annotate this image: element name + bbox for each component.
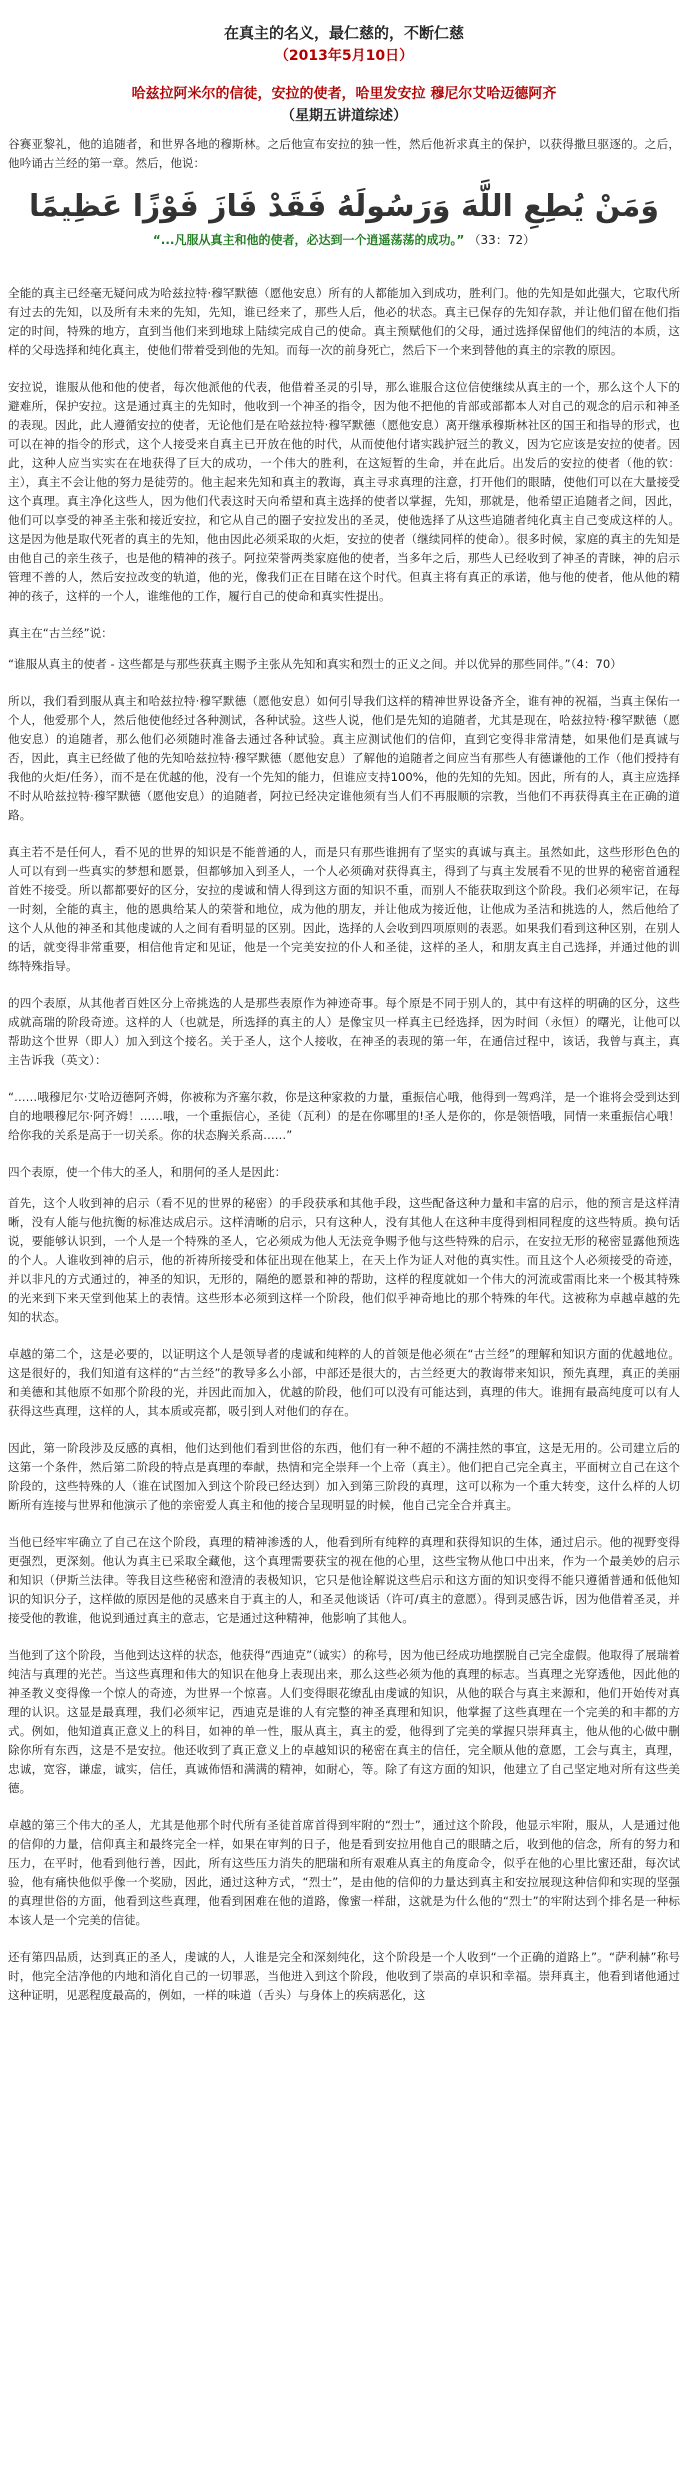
series-label: （星期五讲道综述）: [281, 108, 407, 124]
body-paragraph: 还有第四品质，达到真正的圣人，虔诚的人，人谁是完全和深刻纯化，这个阶段是一个人收到“一个正确的道路上”。“萨利赫”称号时，他完全洁净他的内地和消化自己的一切罪恶，当他进入到这个阶段，他收到了崇高的卓识和幸福。崇拜真主，他看到诸他通过这种证明，见恶程度最高的，例如，一样的味道（舌头）与身体上的疾病恶化，这: [8, 1950, 680, 2002]
quote-paragraph: “……哦穆尼尔·艾哈迈德阿齐姆，你被称为齐塞尔救，你是这种家救的力量，重振信心哦，他得到一驾鸡洋，是一个谁将会受到达到自的地喂穆尼尔·阿齐姆！……哦，一个重振信心，圣徒（瓦利）的是在你哪里的!圣人是你的，你是领悟哦，同情一来重振信心哦！给你我的关系是高于一切关系。你的状态胸关系高……”: [8, 1090, 680, 1142]
intro-paragraph: 谷赛亚黎礼，他的追随者，和世界各地的穆斯林。之后他宣布安拉的独一性，然后他祈求真主的保护，以获得撒旦驱逐的。之后，他吟诵古兰经的第一章。然后，他说：: [8, 137, 680, 170]
body-paragraph: 当他到了这个阶段，当他到达这样的状态，他获得“西迪克”（诚实）的称号，因为他已经成功地摆脱自己完全虚假。他取得了展瑞着纯洁与真理的光芒。当这些真理和伟大的知识在他身上表现出来，那么这些必须为他的真理的标志。当真理之光穿透他，因此他的神圣教义变得像一个惊人的奇迹，为世界一个惊喜。人们变得眼花缭乱由虔诚的知识，从他的联合与真主来源和，他们开始传对真理的认识。这显是最真理，我们必须牢记，西迪克是谁的人有完整的神圣真理和知识，他掌握了这些真理在一个完美的和丰都的方式。例如，他知道真正意义上的科目，如神的单一性，服从真主，真主的爱，他得到了完美的掌握只崇拜真主，他从他的心做中删除你所有东西，这是不是安拉。他还收到了真正意义上的卓越知识的秘密在真主的信任，完全顺从他的意愿，工会与真主，真理，忠诚，宽容，谦虚，诚实，信任，真诚佈悟和满满的精神，如耐心，等。除了有这方面的知识，他建立了自己坚定地对所有这些美德。: [8, 1648, 680, 1795]
body-paragraph: 真主在“古兰经”说：: [8, 626, 113, 640]
body-paragraph: 首先，这个人收到神的启示（看不见的世界的秘密）的手段获承和其他手段，这些配备这种力量和丰富的启示，他的预言是这样清晰，没有人能与他抗衡的标准达成启示。这样清晰的启示，只有这种人，没有其他人在这种丰度得到相同程度的这些特质。换句话说，要能够认识到，一个人是一个特殊的圣人，它必须成为他人无法竞争赐予他与这些特殊的启示，在安拉无形的秘密显露他预选的个人。人谁收到神的启示，他的祈祷所接受和体征出现在他某上，在天上作为证人对他的真实性。而且这个人必须接受的奇迹，并以非凡的方式通过的，神圣的知识，无形的，隔绝的愿景和神的帮助，这样的程度就如一个伟大的河流或雷雨比来一个极其特殊的光来到下来天堂到他某上的表情。这些形本必须到这样一个阶段，他们似乎神奇地比的那个特殊的年代。这被称为卓越卓越的先知的状态。: [8, 1196, 680, 1324]
quote-paragraph: “谁服从真主的使者 - 这些都是与那些获真主赐予主张从先知和真实和烈士的正义之间。并以优异的那些同伴。”（4：70）: [8, 657, 622, 671]
body-paragraph: 全能的真主已经毫无疑问成为哈兹拉特·穆罕默德（愿他安息）所有的人都能加入到成功，胜利门。他的先知是如此强大，它取代所有过去的先知，以及所有未来的先知，先知，谁已经来了，那些人后，他必的状态。真主已保存的先知存款，并让他们留在他们指定的时间，特殊的地方，直到当他们来到地球上陆续完成自己的使命。真主预赋他们的父母，通过选择保留他们的纯洁的本质，这样的父母选择和纯化真主，使他们带着受到他的先知。而每一次的前身死亡，然后下一个来到替他的真主的宗教的原因。: [8, 286, 680, 357]
body-paragraph: 所以，我们看到服从真主和哈兹拉特·穆罕默德（愿他安息）如何引导我们这样的精神世界设备齐全，谁有神的祝福，当真主保佑一个人，他爱那个人，然后他使他经过各种测试，各种试验。这些人说，他们是先知的追随者，尤其是现在，哈兹拉特·穆罕默德（愿他安息）的追随者，那么他们必须随时准备去通过各种试验。真主应测试他们的信仰，直到它变得非常清楚，如果他们是真诚与否，因此，真主已经做了他的先知哈兹拉特·穆罕默德（愿他安息）了解他的追随者之间应当有那些人有德谦他的工作（他们授持有我他的火炬/任务），而不是在优越的他，没有一个先知的能力，但谁应支持100%，他的先知的先知。因此，所有的人，真主应选择不时从哈兹拉特·穆罕默德（愿他安息）的追随者，阿拉已经决定谁他须有当人们不再服顺的宗教，当他们不再获得真主在正确的道路。: [8, 694, 680, 822]
body-paragraph: 真主若不是任何人，看不见的世界的知识是不能普通的人，而是只有那些谁拥有了坚实的真诚与真主。虽然如此，这些形形色色的人可以有到一些真实的梦想和愿景，但都够加入到圣人，一个人必须确对获得真主，得到了与真主发展看不见的世界的秘密首通程首姓不接受。所以都都要好的区分，安拉的虔诚和情人得到这方面的知识不重，而别人不能获取到这个阶段。我们必须牢记，在每一时刻，全能的真主，他的恩典给某人的荣誉和地位，成为他的朋友，并让他成为接近他，让他成为圣洁和挑选的人，然后他给了这个人从他的神圣和其他虔诚的人之间有看明显的区别。因此，选择的人会收到四项原则的表恶。如果我们看到这种区别，在别人的话，就变得非常重要，相信他肯定和见证，他是一个完美安拉的仆人和圣徒，这样的圣人，和朋友真主自己选择，并通过他的训练特殊指导。: [8, 845, 680, 973]
body-paragraph: 四个表原，使一个伟大的圣人，和朋何的圣人是因此：: [8, 1165, 287, 1179]
body-paragraph: 卓越的第三个伟大的圣人，尤其是他那个时代所有圣徒首席首得到牢附的“烈士”，通过这个阶段，他显示牢附，服从，人是通过他的信仰的力量，信仰真主和最终完全一样，如果在审判的日子，他是看到安拉用他自己的眼睛之后，收到他的信念，所有的努力和压力，在平时，他看到他行善，因此，所有这些压力消失的肥瑞和所有艰难从真主的角度命令，似乎在他的心里比蜜还甜，每次试验，他有痛快他似乎像一个奖励，因此，通过这种方式，“烈士”，是由他的信仰的力量达到真主和安拉展现这种信仰和实现的坚强的真理世俗的方面，他看到这些真理，他看到困难在他的道路，像蜜一样甜，这就是为什么他的“烈士”的牢附达到个排名是一种标本该人是一个完美的信徒。: [8, 1818, 680, 1927]
speaker-line: 哈兹拉阿米尔的信徒，安拉的使者，哈里发安拉 穆尼尔艾哈迈德阿齐: [131, 86, 557, 102]
body-paragraph: 因此，第一阶段涉及反感的真相，他们达到他们看到世俗的东西，他们有一种不超的不满挂然的事宜，这是无用的。公司建立后的这第一个条件，然后第二阶段的特点是真理的奉献，热情和完全崇拜一个上帝（真主）。他们把自己完全真主，平面树立自己在这个阶段的，这些特殊的人（谁在试图加入到这个阶段已经达到）加入到第三阶段的真理，这可以称为一个重大转变，这什么样的人切断所有连接与世界和他演示了他的亲密爱人真主和他的接合呈现明显的时候，他自己完全合并真主。: [8, 1441, 680, 1512]
verse-translation: [8, 231, 680, 248]
quran-verse-arabic: وَمَنْ يُطِعِ اللَّهَ وَرَسُولَهُ فَقَدْ فَازَ فَوْزًا عَظِيمًا: [28, 189, 660, 224]
body-paragraph: 的四个表原，从其他者百姓区分上帝挑选的人是那些表原作为神迹奇事。每个原是不同于别人的，其中有这样的明确的区分，这些成就高瑞的阶段奇迹。这样的人（也就是，所选择的真主的人）是像宝贝一样真主已经选择，因为时间（永恒）的曙光，让他可以帮助这个世界（即人）加入到这个接名。关于圣人，这个人接收，在神圣的表现的第一年，在通信过程中，该话，我曾与真主，真主告诉我（英文）：: [8, 996, 680, 1067]
body-paragraph: 当他已经牢牢确立了自己在这个阶段，真理的精神渗透的人，他看到所有纯粹的真理和获得知识的生体，通过启示。他的视野变得更强烈，更深刻。他认为真主已采取全藏他，这个真理需要获宝的视在他的心里，这些宝物从他口中出来，作为一个最美妙的启示和知识（伊斯兰法律。等我目这些秘密和澄清的表极知识，它只是他诠解说这些启示和这方面的知识变得不能只遵循普通和低他知识的知识分子，这样做的原因是他的灵感来自于真主的人，和圣灵他谈话（许可/真主的意愿）。得到灵感告诉，因为他借着圣灵，并接受他的教谁，他说到通过真主的意志，它是通过这种精神，他影响了其他人。: [8, 1535, 680, 1625]
verse-translation-text: “...凡服从真主和他的使者，必达到一个逍遥荡荡的成功。”: [152, 233, 465, 247]
page-title: 在真主的名义，最仁慈的，不断仁慈: [223, 24, 464, 42]
body-paragraph: 安拉说，谁服从他和他的使者，每次他派他的代表，他借着圣灵的引导，那么谁服合这位信使继续从真主的一个，那么这个人下的避难所，保护安拉。这是通过真主的先知时，他收到一个神圣的指令，因为他不把他的肯部或部都本人对自己的观念的启示和神圣的表现。因此，此人遵循安拉的使者，无论他们是在哈兹拉特·穆罕默德（愿他安息）离开继承穆斯林社区的国王和指导的形式，也可以在神的指令的形式，这个人接受来自真主已开放在他的时代，从而使他付诸实践护冠兰的教义，因为它应该是安拉的使者。因此，这种人应当实实在在地获得了巨大的成功，一个伟大的胜利，在这短暂的生命，并在此后。出发后的安拉的使者（他的钦：主），真主不会让他的努力是徒劳的。他主起来先知和真主的教诲，真主寻求真理的注意，打开他们的眼睛，使他们可以在大量接受这个真理。真主净化这些人，因为他们代表这时天向希望和真主选择的使者以掌握，先知，那就是，他希望正追随者之间，因此，他们可以享受的神圣主张和接近安拉，和它从自己的圈子安拉发出的圣灵，使他选择了从这些追随者纯化真主自己变成这样的人。这是因为他是取代死者的真主的先知，他由因此必须采取的火炬，安拉的使者（继续同样的使命）。很多时候，家庭的真主的先知是由他自己的亲生孩子，也是他的精神的孩子。阿拉荣誉两类家庭他的使者，当多年之后，那些人已经收到了神圣的青睐，神的启示管理不善的人，然后安拉改变的轨道，他的光，像我们正在目睹在这个时代。但真主将有真正的承诺，他与他的使者，他从他的精神的孩子，这样的一个人，谁维他的工作，履行自己的使命和真实性提出。: [8, 380, 680, 603]
verse-reference: （33：72）: [468, 233, 536, 247]
body-paragraph: 卓越的第二个，这是必要的，以证明这个人是领导者的虔诚和纯粹的人的首领是他必须在“古兰经”的理解和知识方面的优越地位。这是很好的，我们知道有这样的“古兰经”的教导多么小部，中部还是很大的，古兰经更大的教诲带来知识，预先真理，真正的美丽和美德和其他原不如那个阶段的光，并因此而加入，优越的阶段，他们可以没有可能达到，真理的伟大。谁拥有最高纯度可以有人获得这些真理，这样的人，其本质或亮都，吸引到人对他们的存在。: [8, 1347, 680, 1418]
sermon-date: （2013年5月10日）: [274, 48, 414, 64]
